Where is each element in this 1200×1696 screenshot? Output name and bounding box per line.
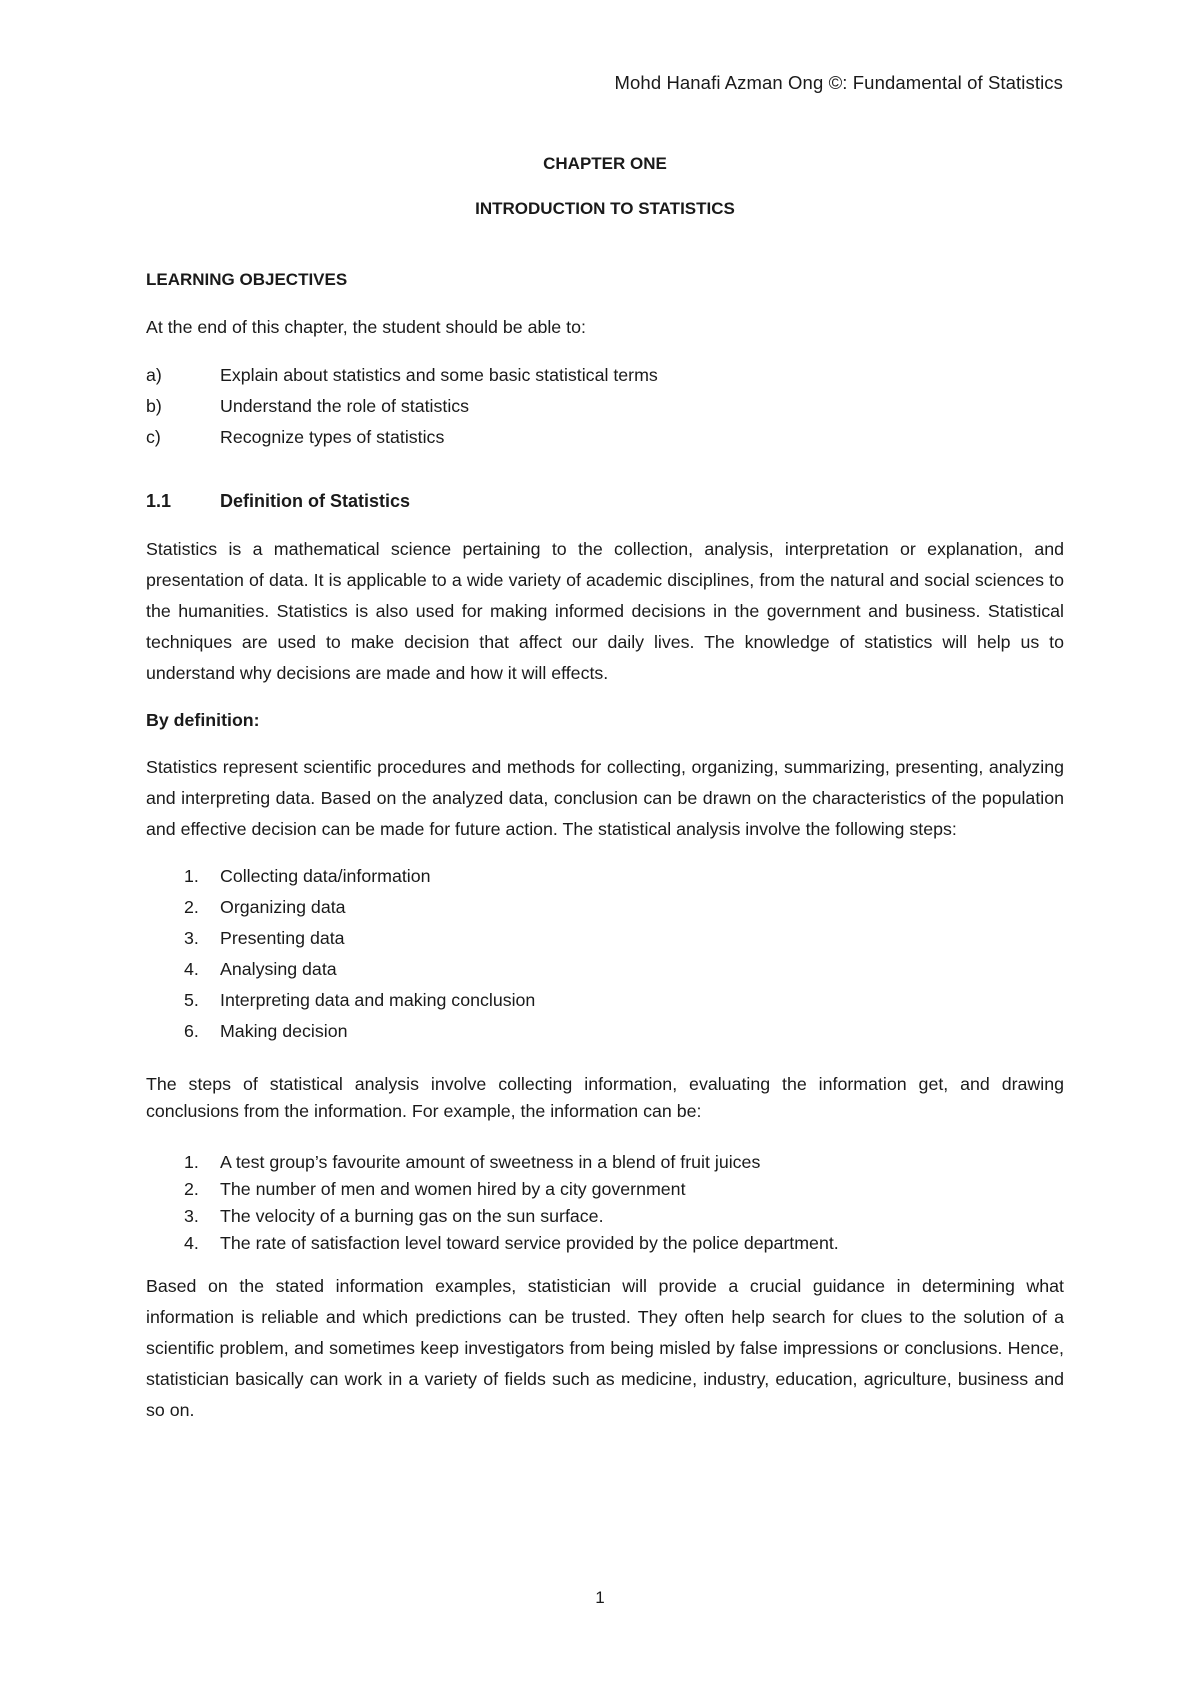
list-item xyxy=(146,1149,1064,1176)
list-marker: 6. xyxy=(184,1021,199,1041)
list-marker: 1. xyxy=(184,866,199,886)
list-item-text: Organizing data xyxy=(220,897,346,917)
list-item-text: A test group’s favourite amount of sweetness in a blend of fruit juices xyxy=(220,1152,761,1172)
list-item-text: Interpreting data and making conclusion xyxy=(220,990,536,1010)
page-number: 1 xyxy=(595,1588,605,1607)
running-header: Mohd Hanafi Azman Ong ©: Fundamental of Statistics xyxy=(614,72,1063,93)
list-item xyxy=(146,1203,1064,1230)
chapter-title: INTRODUCTION TO STATISTICS xyxy=(475,199,735,218)
list-marker: a) xyxy=(146,365,162,385)
list-item xyxy=(146,1016,1064,1047)
by-definition-label: By definition: xyxy=(146,710,260,730)
list-marker: 4. xyxy=(184,959,199,979)
list-marker: 4. xyxy=(184,1233,199,1253)
list-item xyxy=(146,391,1064,422)
section-heading xyxy=(146,486,1064,517)
list-item xyxy=(146,861,1064,892)
list-item xyxy=(146,923,1064,954)
list-item-text: Explain about statistics and some basic statistical terms xyxy=(220,365,658,385)
statistician-paragraph: Based on the stated information examples, statistician will provide a crucial guidance in determining what information is reliable and which predictions can be trusted. They often help search for clues to the solution of a scientific problem, and sometimes keep investigators from being misled by false impressions or conclusions. Hence, statistician basically can work in a variety of fields such as medicine, industry, education, agriculture, business and so on. xyxy=(146,1276,1064,1420)
list-item-text: Understand the role of statistics xyxy=(220,396,470,416)
list-item-text: Analysing data xyxy=(220,959,337,979)
list-marker: 1. xyxy=(184,1152,199,1172)
examples-list xyxy=(146,1149,1064,1257)
list-marker: 5. xyxy=(184,990,199,1010)
section-number: 1.1 xyxy=(146,491,172,511)
list-item-text: The velocity of a burning gas on the sun surface. xyxy=(220,1206,604,1226)
list-item-text: Presenting data xyxy=(220,928,345,948)
list-item xyxy=(146,1230,1064,1257)
list-marker: c) xyxy=(146,427,161,447)
list-item-text: Recognize types of statistics xyxy=(220,427,445,447)
section-title: Definition of Statistics xyxy=(220,491,411,511)
list-item xyxy=(146,892,1064,923)
chapter-label: CHAPTER ONE xyxy=(543,154,667,173)
list-marker: 3. xyxy=(184,928,199,948)
list-item-text: The rate of satisfaction level toward service provided by the police department. xyxy=(220,1233,839,1253)
list-item xyxy=(146,954,1064,985)
list-marker: b) xyxy=(146,396,162,416)
list-item-text: Making decision xyxy=(220,1021,348,1041)
list-item xyxy=(146,1176,1064,1203)
steps-explanation-paragraph: The steps of statistical analysis involve collecting information, evaluating the information get, and drawing conclusions from the information. For example, the information can be: xyxy=(146,1074,1064,1121)
list-item xyxy=(146,985,1064,1016)
list-marker: 2. xyxy=(184,1179,199,1199)
list-marker: 3. xyxy=(184,1206,199,1226)
procedures-paragraph: Statistics represent scientific procedures and methods for collecting, organizing, summarizing, presenting, analyzing and interpreting data. Based on the analyzed data, conclusion can be drawn on the characteristics of the population and effective decision can be made for future action. The statistical analysis involve the following steps: xyxy=(146,757,1064,839)
learning-objectives-heading: LEARNING OBJECTIVES xyxy=(146,270,348,289)
list-item-text: Collecting data/information xyxy=(220,866,431,886)
list-marker: 2. xyxy=(184,897,199,917)
definition-paragraph: Statistics is a mathematical science pertaining to the collection, analysis, interpretation or explanation, and presentation of data. It is applicable to a wide variety of academic disciplines, from the natural and social sciences to the humanities. Statistics is also used for making informed decisions in the government and business. Statistical techniques are used to make decision that affect our daily lives. The knowledge of statistics will help us to understand why decisions are made and how it will effects. xyxy=(146,539,1064,683)
list-item xyxy=(146,360,1064,391)
learning-objectives-intro: At the end of this chapter, the student should be able to: xyxy=(146,317,586,337)
list-item xyxy=(146,422,1064,453)
list-item-text: The number of men and women hired by a city government xyxy=(220,1179,686,1199)
steps-list xyxy=(146,861,1064,1047)
page-content xyxy=(146,148,1064,1426)
learning-objectives-list xyxy=(146,360,1064,453)
